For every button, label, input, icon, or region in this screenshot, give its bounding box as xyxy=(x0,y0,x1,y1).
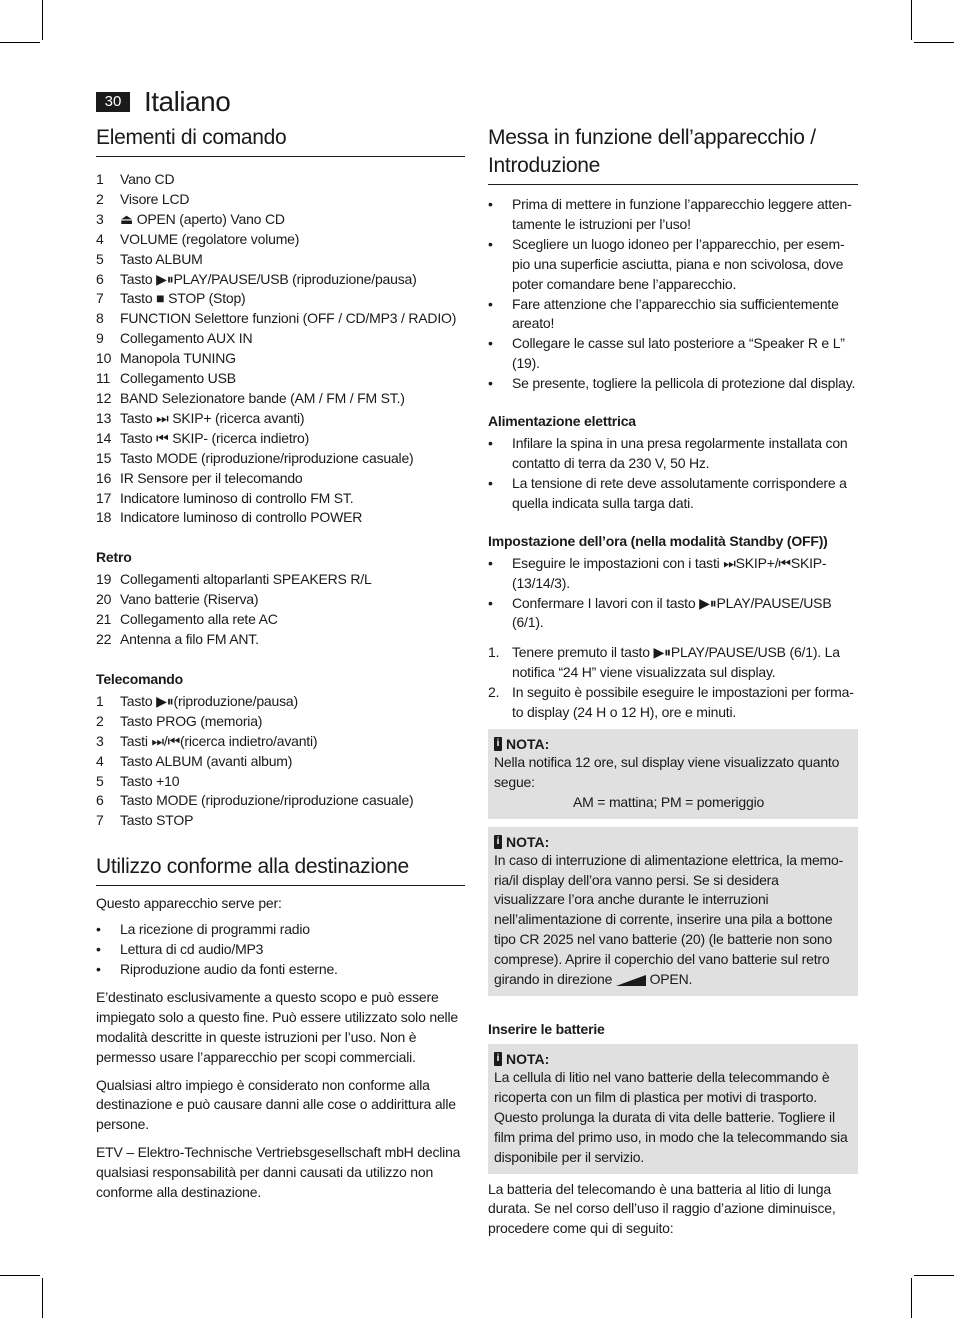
note-text: In caso di interruzione di alimentazione elettrica, la memo-ria/il display dell’ora vanno persi. Se si desidera visualizzare l’ora anche durante le interruzioni nell’alimentazione di corrente, inserire una pila a bottone tipo CR 2025 nel vano batterie (20) (le batterie non sono comprese). Aprire il coperchio del vano batterie sul retro girando in direzione xyxy=(494,851,844,988)
item-text: Collegamenti altoparlanti SPEAKERS R/L xyxy=(120,571,372,588)
item-text: Tasto STOP xyxy=(120,812,194,829)
item-number: 12 xyxy=(96,389,112,406)
list-item xyxy=(96,230,465,250)
item-text: IR Sensore per il telecomando xyxy=(120,469,303,486)
list-item xyxy=(96,289,465,309)
item-text: BAND Selezionatore bande (AM / FM / FM ST.) xyxy=(120,389,405,406)
list-item xyxy=(96,508,465,528)
use-heading: Utilizzo conforme alla destinazione xyxy=(96,853,465,886)
use-intro: Questo apparecchio serve per: xyxy=(96,895,282,912)
left-column xyxy=(96,124,465,1203)
power-heading: Alimentazione elettrica xyxy=(488,413,636,430)
controls-list xyxy=(96,170,465,528)
use-paragraph-3: ETV – Elektro-Technische Vertriebsgesellschaft mbH declina qualsiasi responsabilità per danni causati da utilizzo non conforme alla destinazione. xyxy=(96,1144,461,1201)
item-number: 20 xyxy=(96,591,112,608)
item-number: 6 xyxy=(96,792,104,809)
right-column xyxy=(488,124,858,1239)
item-number: 5 xyxy=(96,250,104,267)
item-text: Tasto ▶⏸PLAY/PAUSE/USB (riproduzione/pausa) xyxy=(120,270,417,287)
use-paragraph-2: Qualsiasi altro impiego è considerato non conforme alla destinazione e può causare danni alle cose o addirittura alle persone. xyxy=(96,1076,456,1133)
bullet-icon: • xyxy=(488,335,493,352)
bullet-text: Se presente, togliere la pellicola di protezione dal display. xyxy=(512,375,856,392)
crop-mark xyxy=(42,0,43,40)
item-text: Vano CD xyxy=(120,171,175,187)
note-label: NOTA: xyxy=(506,833,550,850)
item-number: 19 xyxy=(96,571,112,588)
bullet-text: Prima di mettere in funzione l’apparecchio leggere atten-tamente le istruzioni per l’uso! xyxy=(512,196,852,232)
list-item xyxy=(96,190,465,210)
bullet-item xyxy=(488,474,858,514)
item-number: 2 xyxy=(96,712,104,729)
note-label: NOTA: xyxy=(506,1051,550,1067)
item-number: 10 xyxy=(96,350,112,367)
open-wedge-icon xyxy=(616,975,646,986)
note-box xyxy=(488,729,858,819)
item-text: Tenere premuto il tasto ▶⏸PLAY/PAUSE/USB (6/1). La notifica “24 H” viene visualizzata sul display. xyxy=(512,644,840,681)
bullet-item xyxy=(488,295,858,335)
bullet-item xyxy=(96,960,465,980)
list-item xyxy=(96,469,465,489)
item-text: Tasto MODE (riproduzione/riproduzione casuale) xyxy=(120,449,414,466)
list-item xyxy=(96,630,465,650)
list-item xyxy=(96,692,465,712)
item-text: Antenna a filo FM ANT. xyxy=(120,631,259,648)
bullet-icon: • xyxy=(488,554,493,571)
list-item xyxy=(96,610,465,630)
crop-mark xyxy=(914,42,954,43)
item-number: 7 xyxy=(96,812,104,829)
note-box xyxy=(488,1044,858,1174)
bullet-item xyxy=(488,235,858,295)
use-bullets xyxy=(96,920,465,980)
item-number: 13 xyxy=(96,409,112,426)
bullet-text: Scegliere un luogo idoneo per l’apparecchio, per esem-pio una superficie asciutta, piana e non scivolosa, dove poter comandare bene l’apparecchio. xyxy=(512,235,845,292)
item-number: 5 xyxy=(96,772,104,789)
list-item xyxy=(96,791,465,811)
page-number: 30 xyxy=(96,92,130,112)
bullet-text: Fare attenzione che l’apparecchio sia sufficientemente areato! xyxy=(512,295,839,332)
bullet-text: La ricezione di programmi radio xyxy=(120,921,310,938)
power-bullets xyxy=(488,434,858,514)
bullet-icon: • xyxy=(488,375,493,392)
item-text: Collegamento alla rete AC xyxy=(120,611,278,628)
item-number: 1 xyxy=(96,692,104,709)
crop-mark xyxy=(0,42,40,43)
item-text: Tasto ■ STOP (Stop) xyxy=(120,290,246,307)
item-text: Collegamento AUX IN xyxy=(120,330,253,347)
bullet-text: Confermare I lavori con il tasto ▶⏸PLAY/PAUSE/USB (6/1). xyxy=(512,594,832,631)
battery-heading: Inserire le batterie xyxy=(488,1021,605,1037)
item-text: Tasto ⏭ SKIP+ (ricerca avanti) xyxy=(120,409,305,426)
item-text: ⏏ OPEN (aperto) Vano CD xyxy=(120,210,285,227)
battery-paragraph: La batteria del telecomando è una batteria al litio di lunga durata. Se nel corso dell’uso il raggio d’azione diminuisce, procedere come qui di seguito: xyxy=(488,1180,836,1237)
item-number: 3 xyxy=(96,732,104,749)
bullet-item xyxy=(488,554,858,594)
crop-mark xyxy=(911,0,912,40)
list-item xyxy=(96,329,465,349)
list-item xyxy=(96,732,465,752)
item-text: Tasto +10 xyxy=(120,772,180,789)
item-text: Manopola TUNING xyxy=(120,350,236,367)
note-box xyxy=(488,827,858,996)
item-number: 2. xyxy=(488,684,500,701)
crop-mark xyxy=(911,1278,912,1318)
bullet-text: Riproduzione audio da fonti esterne. xyxy=(120,961,338,977)
bullet-text: Eseguire le impostazioni con i tasti ⏭SKIP+/⏮SKIP-(13/14/3). xyxy=(512,554,827,591)
bullet-text: Collegare le casse sul lato posteriore a “Speaker R e L” (19). xyxy=(512,335,845,372)
item-number: 11 xyxy=(96,370,111,387)
crop-mark xyxy=(42,1278,43,1318)
bullet-icon: • xyxy=(488,474,493,491)
item-text: FUNCTION Selettore funzioni (OFF / CD/MP3 / RADIO) xyxy=(120,310,457,327)
bullet-text: Infilare la spina in una presa regolarmente installata con contatto di terra da 230 V, 50 Hz. xyxy=(512,435,848,471)
controls-heading: Elementi di comando xyxy=(96,124,465,157)
info-icon: i xyxy=(494,737,502,751)
clock-heading: Impostazione dell’ora (nella modalità Standby (OFF)) xyxy=(488,532,828,549)
item-number: 4 xyxy=(96,752,104,769)
bullet-icon: • xyxy=(96,921,101,938)
list-item xyxy=(96,210,465,230)
info-icon: i xyxy=(494,1052,502,1066)
item-number: 17 xyxy=(96,489,112,506)
list-item xyxy=(96,389,465,409)
remote-list xyxy=(96,692,465,831)
item-number: 15 xyxy=(96,449,112,466)
note-text-end: OPEN. xyxy=(649,971,693,988)
item-text: Vano batterie (Riserva) xyxy=(120,591,259,608)
item-text: Collegamento USB xyxy=(120,370,236,387)
list-item xyxy=(488,683,858,723)
bullet-item xyxy=(96,940,465,960)
bullet-item xyxy=(488,195,858,235)
list-item xyxy=(96,349,465,369)
item-text: Tasti ⏭/⏮(ricerca indietro/avanti) xyxy=(120,732,318,749)
list-item xyxy=(96,590,465,610)
retro-list xyxy=(96,570,465,650)
item-number: 22 xyxy=(96,631,112,648)
bullet-item xyxy=(488,594,858,634)
list-item xyxy=(96,309,465,329)
item-number: 16 xyxy=(96,469,112,486)
list-item xyxy=(96,449,465,469)
retro-heading: Retro xyxy=(96,549,132,566)
bullet-text: Lettura di cd audio/MP3 xyxy=(120,941,264,958)
setup-heading: Messa in funzione dell’apparecchio / Introduzione xyxy=(488,124,858,185)
bullet-item xyxy=(96,920,465,940)
note-text: Nella notifica 12 ore, sul display viene visualizzato quanto segue: xyxy=(494,753,840,790)
item-text: Tasto PROG (memoria) xyxy=(120,712,263,729)
item-number: 6 xyxy=(96,270,104,287)
bullet-icon: • xyxy=(488,196,493,212)
item-text: Indicatore luminoso di controllo FM ST. xyxy=(120,489,354,506)
clock-steps xyxy=(488,643,858,723)
clock-bullets xyxy=(488,554,858,634)
list-item xyxy=(96,772,465,792)
item-text: In seguito è possibile eseguire le impostazioni per forma-to display (24 H o 12 H), ore e minuti. xyxy=(512,684,854,721)
item-text: Visore LCD xyxy=(120,190,190,207)
remote-heading: Telecomando xyxy=(96,670,184,687)
list-item xyxy=(96,409,465,429)
list-item xyxy=(96,570,465,590)
bullet-icon: • xyxy=(96,941,101,958)
item-number: 18 xyxy=(96,509,112,526)
list-item xyxy=(96,270,465,290)
item-text: Indicatore luminoso di controllo POWER xyxy=(120,509,363,526)
item-number: 3 xyxy=(96,210,104,227)
item-number: 1. xyxy=(488,644,500,661)
note-label: NOTA: xyxy=(506,735,550,752)
crop-mark xyxy=(914,1275,954,1276)
bullet-icon: • xyxy=(488,435,493,452)
item-number: 1 xyxy=(96,171,104,187)
item-number: 8 xyxy=(96,310,104,327)
item-number: 4 xyxy=(96,230,104,247)
list-item xyxy=(96,489,465,509)
language-title: Italiano xyxy=(144,86,231,117)
item-text: VOLUME (regolatore volume) xyxy=(120,230,300,247)
item-number: 7 xyxy=(96,290,104,307)
list-item xyxy=(96,170,465,190)
bullet-text: La tensione di rete deve assolutamente corrispondere a quella indicata sulla targa dati. xyxy=(512,474,847,511)
item-text: Tasto ALBUM xyxy=(120,250,203,267)
bullet-icon: • xyxy=(488,295,493,312)
list-item xyxy=(96,811,465,831)
item-text: Tasto ALBUM (avanti album) xyxy=(120,752,293,769)
item-number: 9 xyxy=(96,330,104,347)
list-item xyxy=(96,250,465,270)
item-number: 14 xyxy=(96,429,112,446)
note-text: La cellula di litio nel vano batterie della telecommando è ricoperta con un film di plastica per motivi di trasporto. Questo prolunga la durata di vita delle batterie. Togliere il film prima del primo uso, in modo che la telecommando sia disponibile per il servizio. xyxy=(494,1069,848,1165)
bullet-icon: • xyxy=(96,961,101,977)
list-item xyxy=(96,712,465,732)
list-item xyxy=(96,752,465,772)
bullet-icon: • xyxy=(488,235,493,252)
bullet-item xyxy=(488,434,858,474)
info-icon: i xyxy=(494,835,502,849)
item-number: 2 xyxy=(96,190,104,207)
crop-mark xyxy=(0,1275,40,1276)
item-number: 21 xyxy=(96,611,112,628)
item-text: Tasto ⏮ SKIP- (ricerca indietro) xyxy=(120,429,310,446)
bullet-item xyxy=(488,334,858,374)
setup-bullets xyxy=(488,195,858,394)
list-item xyxy=(96,369,465,389)
item-text: Tasto MODE (riproduzione/riproduzione casuale) xyxy=(120,792,414,809)
bullet-item xyxy=(488,374,858,394)
list-item xyxy=(488,643,858,683)
note-center-text: AM = mattina; PM = pomeriggio xyxy=(573,793,765,810)
item-text: Tasto ▶⏸(riproduzione/pausa) xyxy=(120,692,298,709)
use-paragraph-1: E’destinato esclusivamente a questo scopo e può essere impiegato solo a questo fine. Può essere utilizzato solo nelle modalità descritte in queste istruzioni per l’uso. Non è permesso usare l’apparecchio per scopi commerciali. xyxy=(96,988,458,1065)
list-item xyxy=(96,429,465,449)
bullet-icon: • xyxy=(488,594,493,611)
